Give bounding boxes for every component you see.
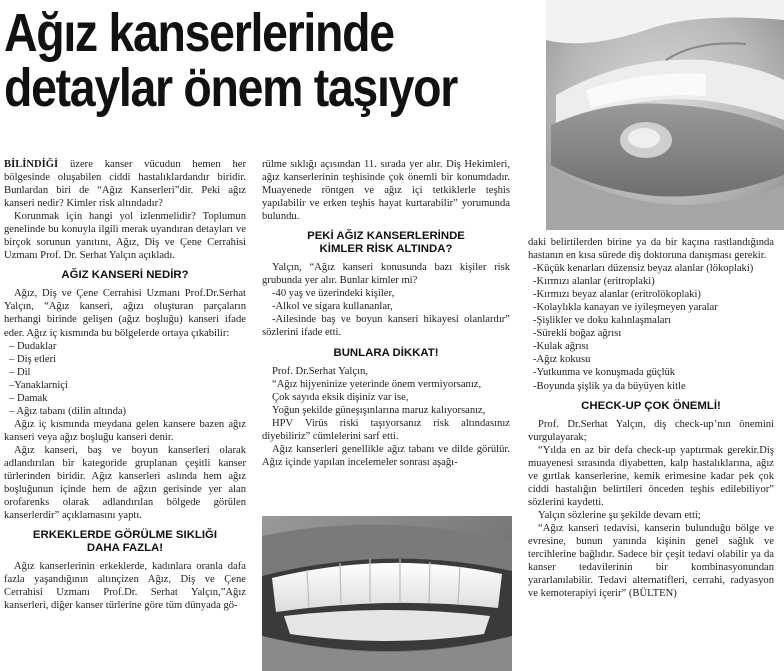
risk-paragraph-1: Yalçın, “Ağız kanseri konusunda bazı kişiler risk grubunda yer alır. Bunlar kimler mi? — [262, 262, 510, 287]
risk-item: -40 yaş ve üzerindeki kişiler, — [272, 288, 395, 300]
attention-paragraph-6-continued: daki belirtilerden birine ya da bir kaçına rastlandığında hastanın en kısa sürede diş doktoruna danışması gerekir. — [528, 237, 774, 262]
symptom-item: -Kulak ağrısı — [533, 341, 589, 353]
symptom-item: -Kolaylıkla kanayan ve iyileşmeyen yaralar — [533, 302, 718, 314]
location-item: –Yanaklarniçi — [9, 379, 68, 391]
attention-paragraph-3: Çok sayıda eksik dişiniz var ise, — [272, 391, 409, 403]
mouth-lesion-image — [546, 0, 784, 230]
attention-paragraph-6: Ağız kanserleri genellikle ağız tabanı ve dilde görülür. Ağız içinde yapılan incelemeler sonrası aşağı- — [262, 443, 510, 468]
symptom-item: -Ağız kokusu — [533, 354, 591, 366]
mouth-lesion-photo — [546, 0, 784, 230]
heading-who-is-at-risk — [262, 230, 510, 256]
intro-paragraph-1 — [4, 158, 246, 210]
heading-risk-line-2: KİMLER RİSK ALTINDA? — [319, 243, 453, 256]
symptom-item: -Küçük kenarları düzensiz beyaz alanlar (lökoplaki) — [533, 263, 754, 275]
location-item: – Damak — [9, 392, 48, 404]
headline-line-1: Ağız kanserlerinde — [4, 3, 394, 63]
checkup-paragraph-4: “Ağız kanseri tedavisi, kanserin bulunduğu bölge ve evresine, bunun yanında kişinin genel sağlık ve tercihlerine bağlıdır. Sadece bir çeşit tedavi olabilir ya da kanser tedavilerinin bir kombinasyonundan yararlanılabilir. Tedavi alternatifleri, cerrahi, radyasyon ve kemoterapiyi içerir” (BÜLTEN) — [528, 522, 774, 600]
heading-risk-line-1: PEKİ AĞIZ KANSERLERİNDE — [307, 230, 465, 243]
checkup-paragraph-2: “Yılda en az bir defa check-up yaptırmak gerekir.Diş muayenesi sırasında diyabetten, kalp hastalıklarına, ağız ve gırtlak kanserlerine, kemik erimesine kadar pek çok ciddi hastalığın belirtileri önceden teşhis edilebiliyor” sözlerini kaydetti. — [528, 444, 774, 508]
article-column-1 — [4, 158, 246, 612]
men-paragraph-1: Ağız kanserlerinin erkeklerde, kadınlara oranla dafa fazla yaşandığının altınçizen Ağız, Diş ve Çene Cerrahisi Uzmanı Prof.Dr. Serhat Yalçın,”Ağız kanserleri, diğer kanser türlerine göre tüm dünyada gö- — [4, 561, 246, 612]
checkup-paragraph-1: Prof. Dr.Serhat Yalçın, diş check-up’nın önemini vurgulayarak; — [528, 418, 774, 443]
heading-what-is-oral-cancer: AĞIZ KANSERİ NEDİR? — [61, 269, 189, 282]
article-headline — [4, 3, 460, 118]
intro-paragraph-2: Korunmak için hangi yol izlenmelidir? Toplumun genelinde bu konuyla ilgili merak uyandıran detayları ve birçok sorunun yanıtını, Ağız, Diş ve Çene Cerrahisi Uzmanı Prof. Dr. Serhat Yalçın açıkladı. — [4, 211, 246, 262]
attention-paragraph-1: Prof. Dr.Serhat Yalçın, — [272, 365, 368, 377]
symptom-item: -Kırmızı beyaz alanlar (eritrolökoplaki) — [533, 289, 701, 301]
checkup-paragraph-3: Yalçın sözlerine şu şekilde devam etti; — [538, 509, 701, 521]
cancer-locations-list — [4, 340, 246, 418]
heading-attention: BUNLARA DİKKAT! — [333, 346, 439, 359]
intro-text-1: üzere kanser vücudun hemen her bölgesinde oluşabilen ciddi hastalıklardandır biridir. Bunlardan biri de “Ağız Kanserleri”dir. Peki ağız kanseri nedir? Kimler risk altındadır? — [4, 159, 246, 210]
attention-paragraph-4: Yoğun şekilde güneşışınlarına maruz kalıyorsanız, — [272, 404, 486, 416]
what-paragraph-2: Ağız iç kısmında meydana gelen kansere bazen ağız kanseri veya ağız boşluğu kanseri denir. — [4, 418, 246, 443]
symptom-item: -Boyunda şişlik ya da büyüyen kitle — [533, 380, 686, 392]
attention-paragraph-2: “Ağız hijyeninize yeterinde önem vermiyorsanız, — [272, 378, 482, 390]
heading-checkup: CHECK-UP ÇOK ÖNEMLİ! — [581, 399, 721, 412]
location-item: – Ağız tabanı (dilin altında) — [9, 405, 127, 417]
symptom-item: -Yutkunma ve konuşmada güçlük — [533, 367, 676, 379]
symptom-item: -Kırmızı alanlar (eritroplaki) — [533, 276, 655, 288]
location-item: – Diş etleri — [9, 353, 57, 365]
attention-paragraph-5: HPV Virüs riski taşıyorsanız risk altındasınız diyebiliriz” cümlelerini sarf etti. — [262, 417, 510, 442]
headline-line-2: detaylar önem taşıyor — [4, 58, 457, 118]
lead-word: BİLİNDİĞİ — [4, 159, 59, 170]
heading-men-line-1: ERKEKLERDE GÖRÜLME SIKLIĞI — [32, 529, 218, 542]
location-item: – Dudaklar — [9, 340, 57, 352]
what-paragraph-1: Ağız, Diş ve Çene Cerrahisi Uzmanı Prof.Dr.Serhat Yalçın, “Ağız kanseri, ağızı oluşturan parçaların herhangi birinde gelişen (ağız boşluğu) kanseri ifade eder. Ağız iç kısmında bu bölgelerde ortaya çıkabilir: — [4, 288, 246, 339]
symptom-item: -Sürekli boğaz ağrısı — [533, 328, 622, 340]
risk-item: -Alkol ve sigara kullananlar, — [272, 301, 393, 313]
smile-teeth-image — [262, 516, 512, 671]
risk-paragraph-2: -Ailesinde baş ve boyun kanseri hikayesi olanlardır” sözlerini ifade etti. — [262, 314, 510, 339]
article-column-3 — [528, 236, 774, 600]
smile-teeth-photo — [262, 516, 512, 671]
article-column-2 — [262, 158, 510, 469]
symptoms-list — [528, 262, 774, 392]
location-item: – Dil — [9, 366, 31, 378]
symptom-item: -Şişlikler ve doku kalınlaşmaları — [533, 315, 671, 327]
men-paragraph-1-continued: rülme sıklığı açısından 11. sırada yer alır. Diş Hekimleri, ağız kanserlerinin teşhisinde çok önemli bir konumdadır. Muayenede röntgen ve ağız içi tetkiklerle teşhis yapılabilir ve erken teşhis hayat kurtarabilir” yorumunda bulundu. — [262, 159, 510, 223]
heading-men-frequency — [4, 529, 246, 555]
heading-men-line-2: DAHA FAZLA! — [86, 542, 164, 555]
what-paragraph-3: Ağız kanseri, baş ve boyun kanserleri olarak adlandırılan bir kategoride gruplanan çeşitli kanser türlerinden biridir. Ağız kanserleri aslında hem ağız boşluğunun içinde hem de ağzın gerisinde yer alan orofarenks olarak adlandırılan bölgede görülen kanserlerdir” açıklamasını yaptı. — [4, 444, 246, 522]
